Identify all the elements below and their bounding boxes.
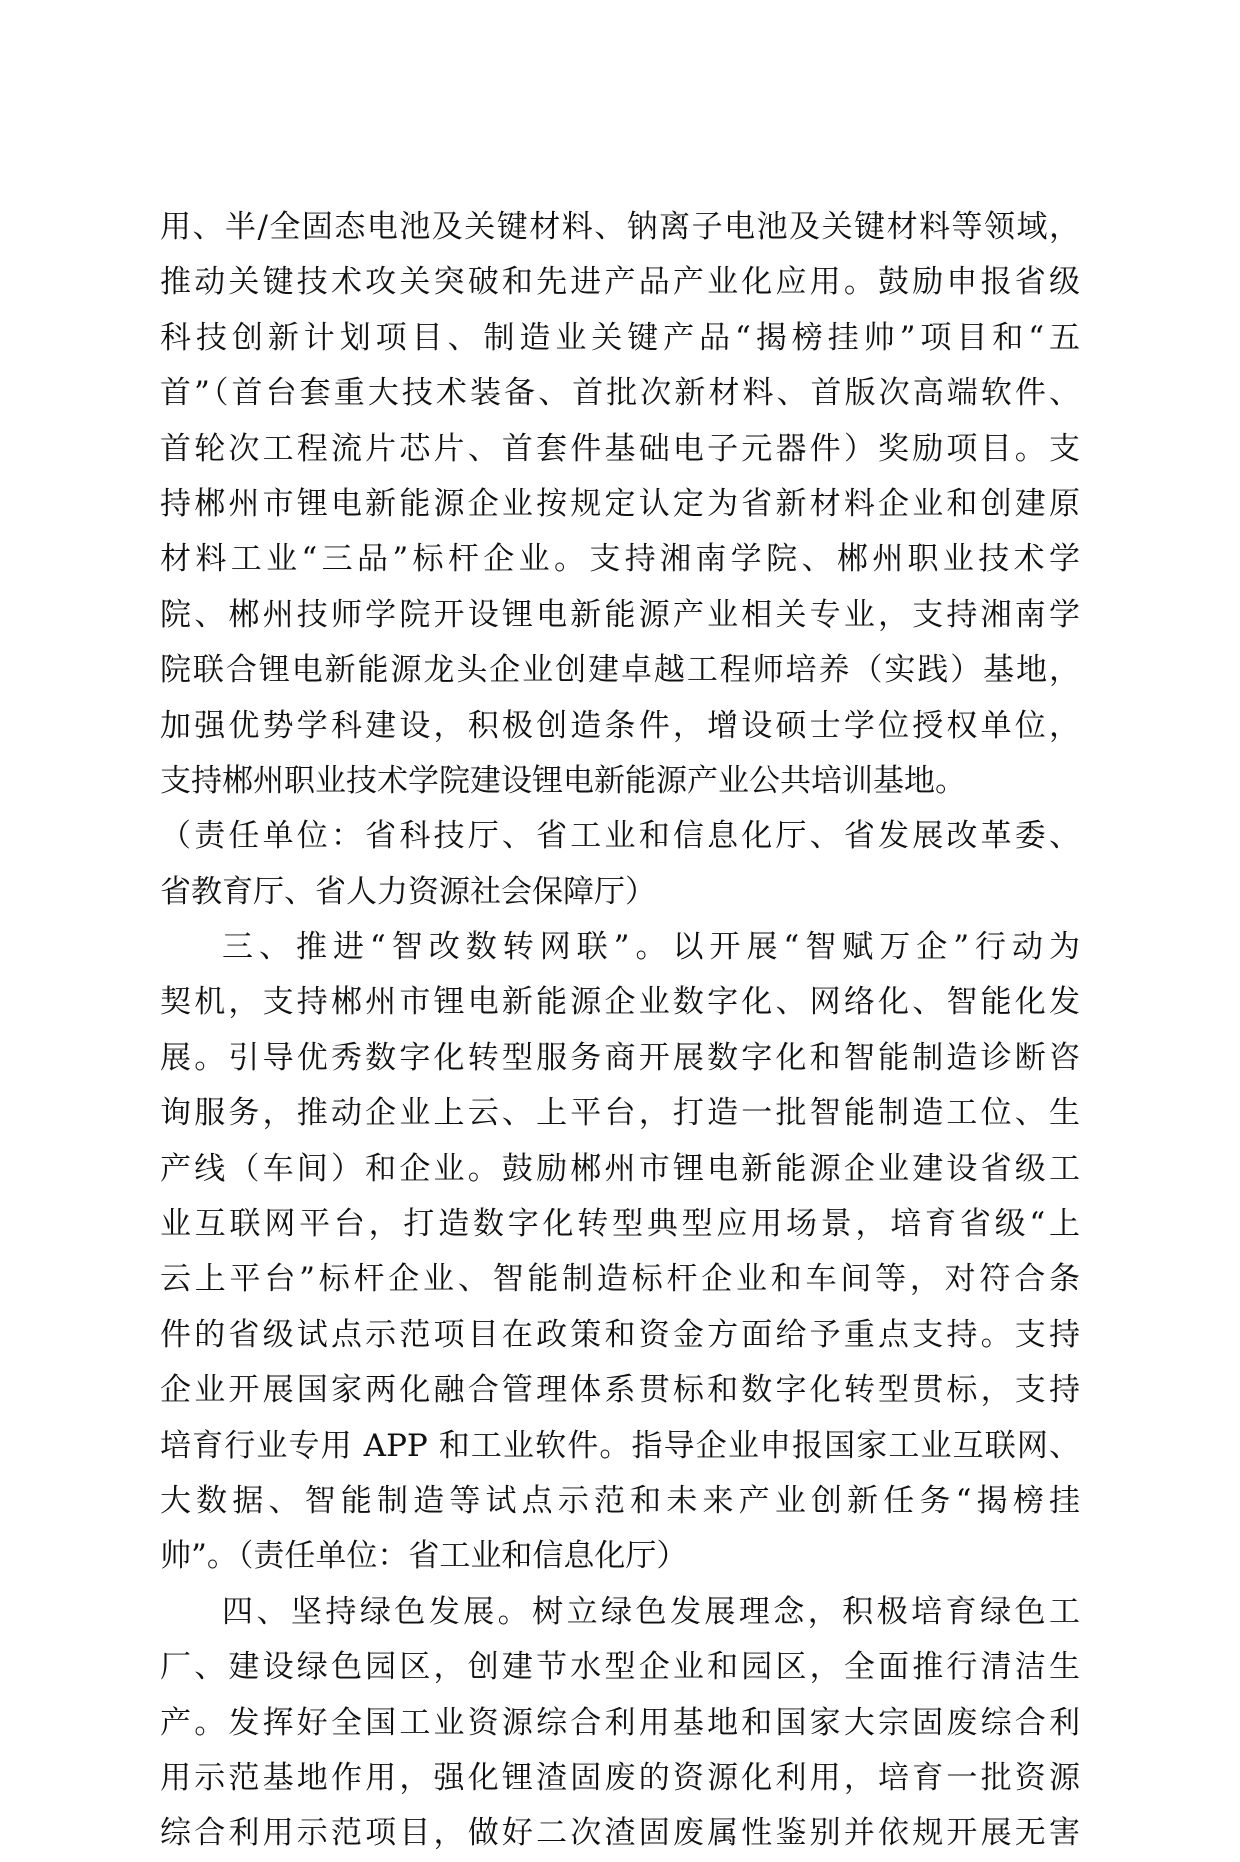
- text-line: 契机，支持郴州市锂电新能源企业数字化、网络化、智能化发: [160, 984, 1080, 1021]
- text-line: 首”（首台套重大技术装备、首批次新材料、首版次高端软件、: [160, 375, 1080, 412]
- text-line: 业互联网平台，打造数字化转型典型应用场景，培育省级“上: [160, 1206, 1080, 1243]
- text-line: 加强优势学科建设，积极创造条件，增设硕士学位授权单位，: [160, 707, 1080, 744]
- text-line: 云上平台”标杆企业、智能制造标杆企业和车间等，对符合条: [160, 1261, 1080, 1298]
- text-line: 首轮次工程流片芯片、首套件基础电子元器件）奖励项目。支: [160, 430, 1080, 467]
- text-line: 用示范基地作用，强化锂渣固废的资源化利用，培育一批资源: [160, 1759, 1080, 1796]
- text-line: 院、郴州技师学院开设锂电新能源产业相关专业，支持湘南学: [160, 596, 1080, 633]
- text-line: 支持郴州职业技术学院建设锂电新能源产业公共培训基地。: [160, 762, 966, 799]
- section-heading-line: 四、坚持绿色发展。树立绿色发展理念，积极培育绿色工: [222, 1593, 1080, 1630]
- text-line: 材料工业“三品”标杆企业。支持湘南学院、郴州职业技术学: [160, 541, 1080, 578]
- section-heading-line: 三、推进“智改数转网联”。以开展“智赋万企”行动为: [222, 929, 1080, 966]
- text-line: 帅”。（责任单位：省工业和信息化厅）: [160, 1538, 688, 1575]
- text-line: 企业开展国家两化融合管理体系贯标和数字化转型贯标，支持: [160, 1372, 1080, 1409]
- text-line: 询服务，推动企业上云、上平台，打造一批智能制造工位、生: [160, 1095, 1080, 1132]
- text-line: 综合利用示范项目，做好二次渣固废属性鉴别并依规开展无害: [160, 1815, 1080, 1852]
- text-line: 产。发挥好全国工业资源综合利用基地和国家大宗固废综合利: [160, 1704, 1080, 1741]
- document-body: [160, 200, 1080, 1862]
- text-line: 省教育厅、省人力资源社会保障厅）: [160, 873, 656, 910]
- text-line: 用、半/全固态电池及关键材料、钠离子电池及关键材料等领域，: [160, 209, 1080, 245]
- text-line: 产线（车间）和企业。鼓励郴州市锂电新能源企业建设省级工: [160, 1150, 1080, 1187]
- text-line: 院联合锂电新能源龙头企业创建卓越工程师培养（实践）基地，: [160, 652, 1080, 689]
- text-line: 科技创新计划项目、制造业关键产品“揭榜挂帅”项目和“五: [160, 319, 1080, 356]
- text-line: 件的省级试点示范项目在政策和资金方面给予重点支持。支持: [160, 1316, 1080, 1353]
- text-line: 培育行业专用 APP 和工业软件。指导企业申报国家工业互联网、: [160, 1427, 1080, 1464]
- text-line: 厂、建设绿色园区，创建节水型企业和园区，全面推行清洁生: [160, 1649, 1080, 1686]
- text-line: 展。引导优秀数字化转型服务商开展数字化和智能制造诊断咨: [160, 1039, 1080, 1076]
- text-line: 持郴州市锂电新能源企业按规定认定为省新材料企业和创建原: [160, 485, 1080, 522]
- text-line: 推动关键技术攻关突破和先进产品产业化应用。鼓励申报省级: [160, 264, 1080, 301]
- text-line: 大数据、智能制造等试点示范和未来产业创新任务“揭榜挂: [160, 1482, 1080, 1519]
- text-line: （责任单位：省科技厅、省工业和信息化厅、省发展改革委、: [160, 818, 1080, 855]
